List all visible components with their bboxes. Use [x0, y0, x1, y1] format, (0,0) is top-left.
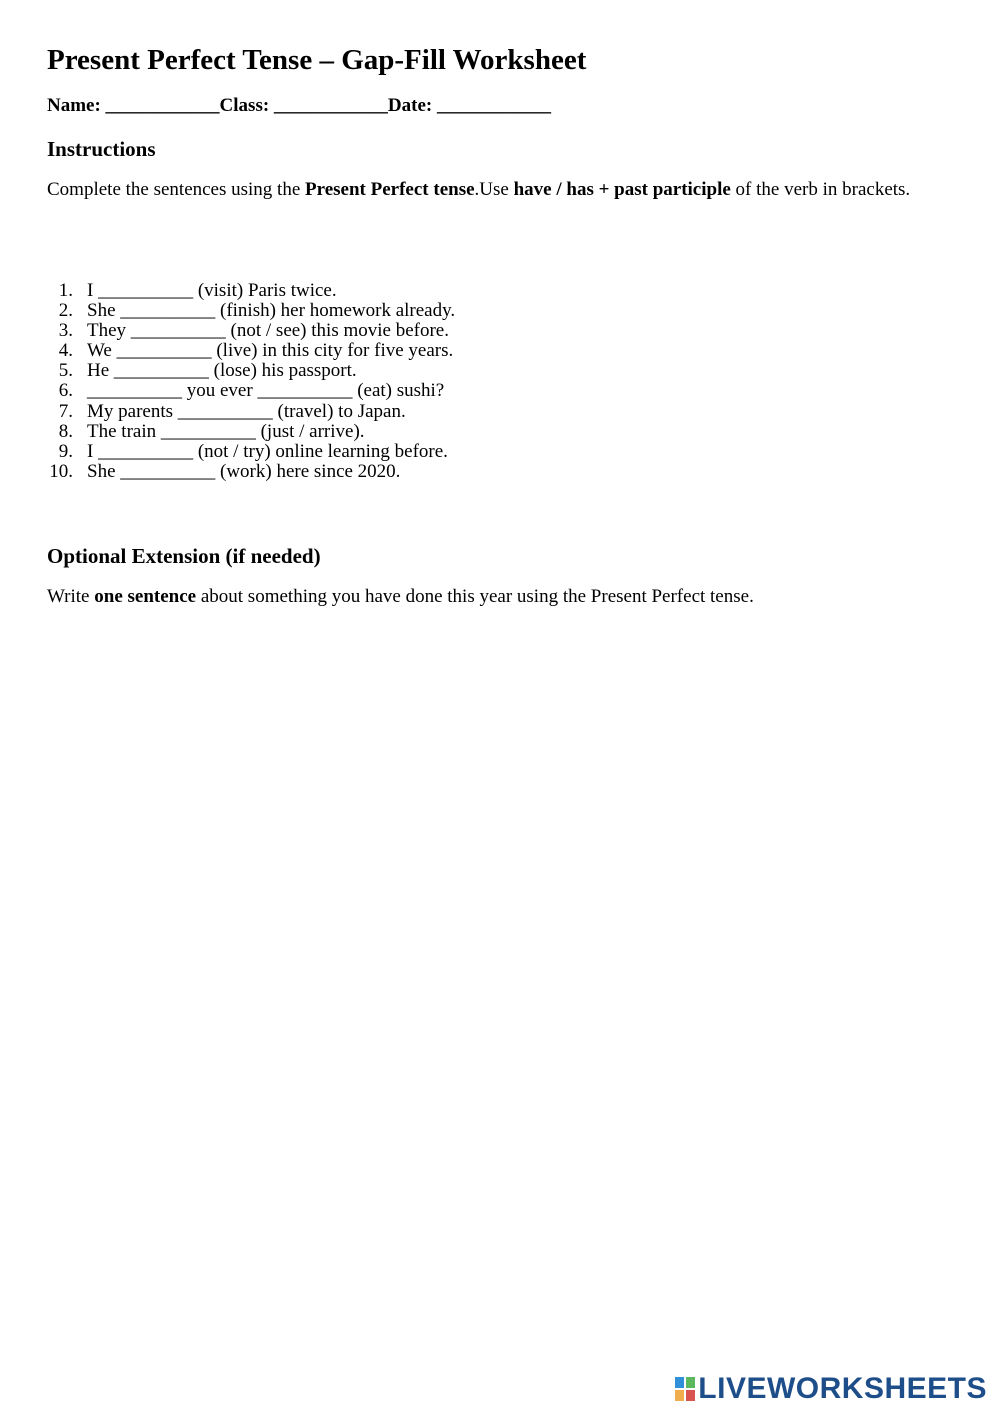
- question-number: 5.: [58, 360, 73, 382]
- question-text: I __________ (visit) Paris twice.: [87, 280, 337, 301]
- question-item: [47, 462, 455, 482]
- liveworksheets-logo: [675, 1372, 987, 1406]
- extension-text-part-1: Write: [47, 586, 95, 607]
- question-number: 2.: [58, 300, 73, 322]
- question-item: [47, 341, 455, 361]
- question-number: 4.: [58, 340, 73, 362]
- question-text: My parents __________ (travel) to Japan.: [87, 400, 406, 422]
- question-number: 6.: [58, 380, 73, 402]
- instructions-text-part-1: Complete the sentences using the: [47, 179, 306, 200]
- question-text: He __________ (lose) his passport.: [87, 360, 357, 382]
- instructions-text-part-2: .Use: [474, 179, 514, 200]
- question-text: She __________ (work) here since 2020.: [87, 460, 401, 482]
- question-item: [47, 281, 455, 301]
- instructions-bold-tense: Present Perfect tense: [305, 179, 475, 200]
- question-number: 9.: [58, 440, 73, 462]
- extension-bold-phrase: one sentence: [94, 586, 197, 607]
- student-info-line: Name: ____________Class: ____________Date: ____________: [47, 95, 551, 116]
- question-text: __________ you ever __________ (eat) sushi?: [87, 380, 445, 402]
- question-text: I __________ (not / try) online learning before.: [87, 440, 448, 462]
- worksheet-title: Present Perfect Tense – Gap-Fill Worksheet: [47, 44, 587, 76]
- question-item: [47, 442, 455, 462]
- question-number: 1.: [58, 280, 73, 301]
- extension-heading: Optional Extension (if needed): [47, 544, 321, 568]
- question-number: 3.: [58, 320, 73, 342]
- question-text: She __________ (finish) her homework already.: [87, 300, 456, 322]
- question-text: We __________ (live) in this city for five years.: [87, 340, 454, 362]
- question-number: 10.: [49, 460, 73, 482]
- question-item: [47, 301, 455, 321]
- question-list: [47, 281, 455, 482]
- question-item: [47, 402, 455, 422]
- question-item: [47, 361, 455, 381]
- extension-text: [47, 587, 947, 607]
- question-item: [47, 422, 455, 442]
- extension-text-part-2: about something you have done this year using the Present Perfect tense.: [196, 586, 754, 607]
- instructions-text-part-3: of the verb in brackets.: [730, 179, 911, 200]
- instructions-heading: Instructions: [47, 137, 156, 161]
- question-item: [47, 321, 455, 341]
- question-text: They __________ (not / see) this movie before.: [87, 320, 449, 342]
- question-number: 8.: [58, 420, 73, 442]
- instructions-text: [47, 180, 947, 200]
- instructions-bold-formula: have / has + past participle: [513, 179, 731, 200]
- question-text: The train __________ (just / arrive).: [87, 420, 365, 442]
- question-item: [47, 381, 455, 401]
- question-number: 7.: [58, 400, 73, 422]
- logo-text: LIVEWORKSHEETS: [698, 1372, 987, 1405]
- liveworksheets-logo-icon: [675, 1377, 695, 1401]
